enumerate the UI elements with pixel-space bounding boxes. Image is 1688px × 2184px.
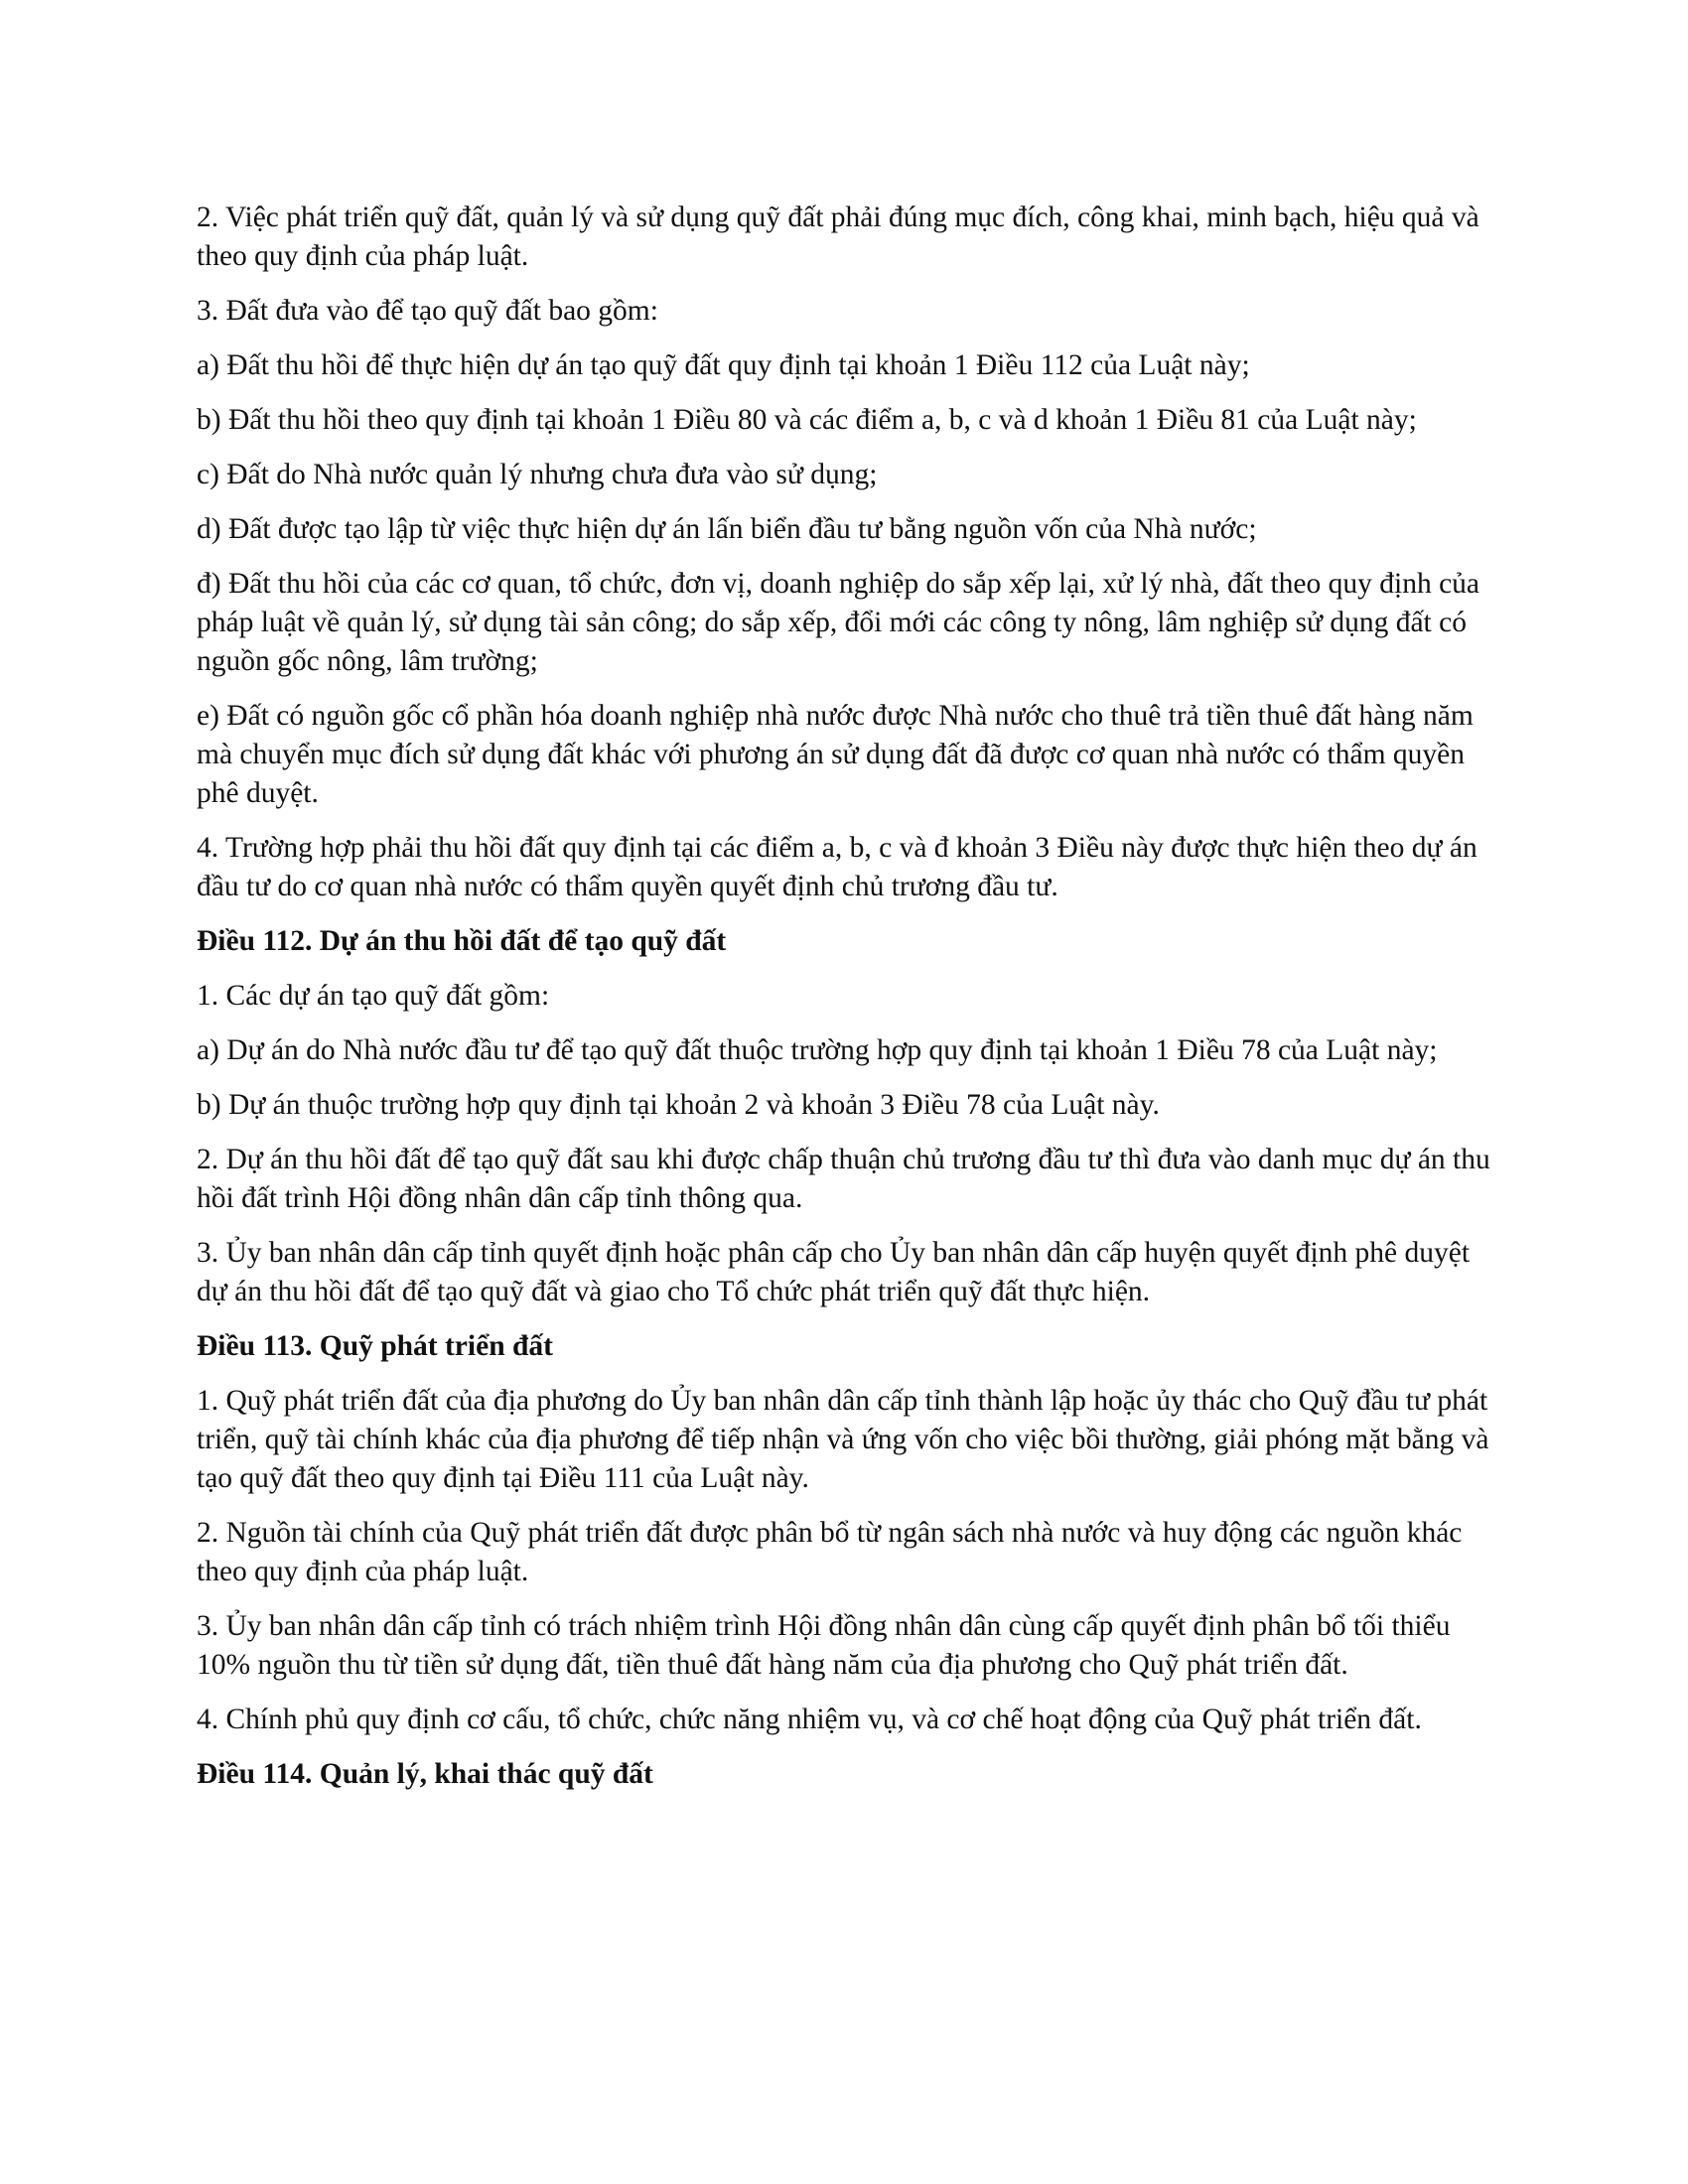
document-body bbox=[197, 199, 1497, 1810]
article-114-heading: Điều 114. Quản lý, khai thác quỹ đất bbox=[197, 1758, 653, 1790]
paragraph-112-clause-3: 3. Ủy ban nhân dân cấp tỉnh quyết định hoặc phân cấp cho Ủy ban nhân dân cấp huyện quyết định phê duyệt dự án thu hồi đất để tạo quỹ đất và giao cho Tổ chức phát triển quỹ đất thực hiện. bbox=[197, 1237, 1471, 1307]
paragraph-point-e: e) Đất có nguồn gốc cổ phần hóa doanh nghiệp nhà nước được Nhà nước cho thuê trả tiền thuê đất hàng năm mà chuyển mục đích sử dụng đất khác với phương án sử dụng đất đã được cơ quan nhà nước có thẩm quyền phê duyệt. bbox=[197, 700, 1474, 809]
paragraph-clause-4: 4. Trường hợp phải thu hồi đất quy định tại các điểm a, b, c và đ khoản 3 Điều này được thực hiện theo dự án đầu tư do cơ quan nhà nước có thẩm quyền quyết định chủ trương đầu tư. bbox=[197, 832, 1477, 902]
paragraph-113-clause-3: 3. Ủy ban nhân dân cấp tỉnh có trách nhiệm trình Hội đồng nhân dân cùng cấp quyết định phân bổ tối thiểu 10% nguồn thu từ tiền sử dụng đất, tiền thuê đất hàng năm của địa phương cho Quỹ phát triển đất. bbox=[197, 1610, 1451, 1681]
article-113-heading: Điều 113. Quỹ phát triển đất bbox=[197, 1330, 553, 1362]
paragraph-112-point-a: a) Dự án do Nhà nước đầu tư để tạo quỹ đất thuộc trường hợp quy định tại khoản 1 Điều 78 của Luật này; bbox=[197, 1034, 1438, 1066]
paragraph-point-c: c) Đất do Nhà nước quản lý nhưng chưa đưa vào sử dụng; bbox=[197, 459, 878, 490]
paragraph-113-clause-2: 2. Nguồn tài chính của Quỹ phát triển đất được phân bổ từ ngân sách nhà nước và huy động các nguồn khác theo quy định của pháp luật. bbox=[197, 1517, 1463, 1587]
paragraph-112-point-b: b) Dự án thuộc trường hợp quy định tại khoản 2 và khoản 3 Điều 78 của Luật này. bbox=[197, 1089, 1160, 1121]
paragraph-point-d: d) Đất được tạo lập từ việc thực hiện dự án lấn biển đầu tư bằng nguồn vốn của Nhà nước; bbox=[197, 513, 1257, 545]
paragraph-112-clause-2: 2. Dự án thu hồi đất để tạo quỹ đất sau khi được chấp thuận chủ trương đầu tư thì đưa vào danh mục dự án thu hồi đất trình Hội đồng nhân dân cấp tỉnh thông qua. bbox=[197, 1144, 1490, 1214]
paragraph-113-clause-1: 1. Quỹ phát triển đất của địa phương do Ủy ban nhân dân cấp tỉnh thành lập hoặc ủy thác cho Quỹ đầu tư phát triển, quỹ tài chính khác của địa phương để tiếp nhận và ứng vốn cho việc bồi thường, giải phóng mặt bằng và tạo quỹ đất theo quy định tại Điều 111 của Luật này. bbox=[197, 1385, 1489, 1494]
paragraph-112-clause-1: 1. Các dự án tạo quỹ đất gồm: bbox=[197, 980, 550, 1012]
paragraph-point-dd: đ) Đất thu hồi của các cơ quan, tổ chức, đơn vị, doanh nghiệp do sắp xếp lại, xử lý nhà, đất theo quy định của pháp luật về quản lý, sử dụng tài sản công; do sắp xếp, đổi mới các công ty nông, lâm nghiệp sử dụng đất có nguồn gốc nông, lâm trường; bbox=[197, 568, 1480, 677]
paragraph-point-b: b) Đất thu hồi theo quy định tại khoản 1 Điều 80 và các điểm a, b, c và d khoản 1 Điều 81 của Luật này; bbox=[197, 404, 1417, 436]
paragraph-clause-2: 2. Việc phát triển quỹ đất, quản lý và sử dụng quỹ đất phải đúng mục đích, công khai, minh bạch, hiệu quả và theo quy định của pháp luật. bbox=[197, 202, 1479, 272]
paragraph-point-a: a) Đất thu hồi để thực hiện dự án tạo quỹ đất quy định tại khoản 1 Điều 112 của Luật này; bbox=[197, 349, 1250, 381]
article-112-heading: Điều 112. Dự án thu hồi đất để tạo quỹ đất bbox=[197, 925, 727, 957]
paragraph-clause-3: 3. Đất đưa vào để tạo quỹ đất bao gồm: bbox=[197, 295, 658, 327]
paragraph-113-clause-4: 4. Chính phủ quy định cơ cấu, tổ chức, chức năng nhiệm vụ, và cơ chế hoạt động của Quỹ phát triển đất. bbox=[197, 1704, 1422, 1735]
